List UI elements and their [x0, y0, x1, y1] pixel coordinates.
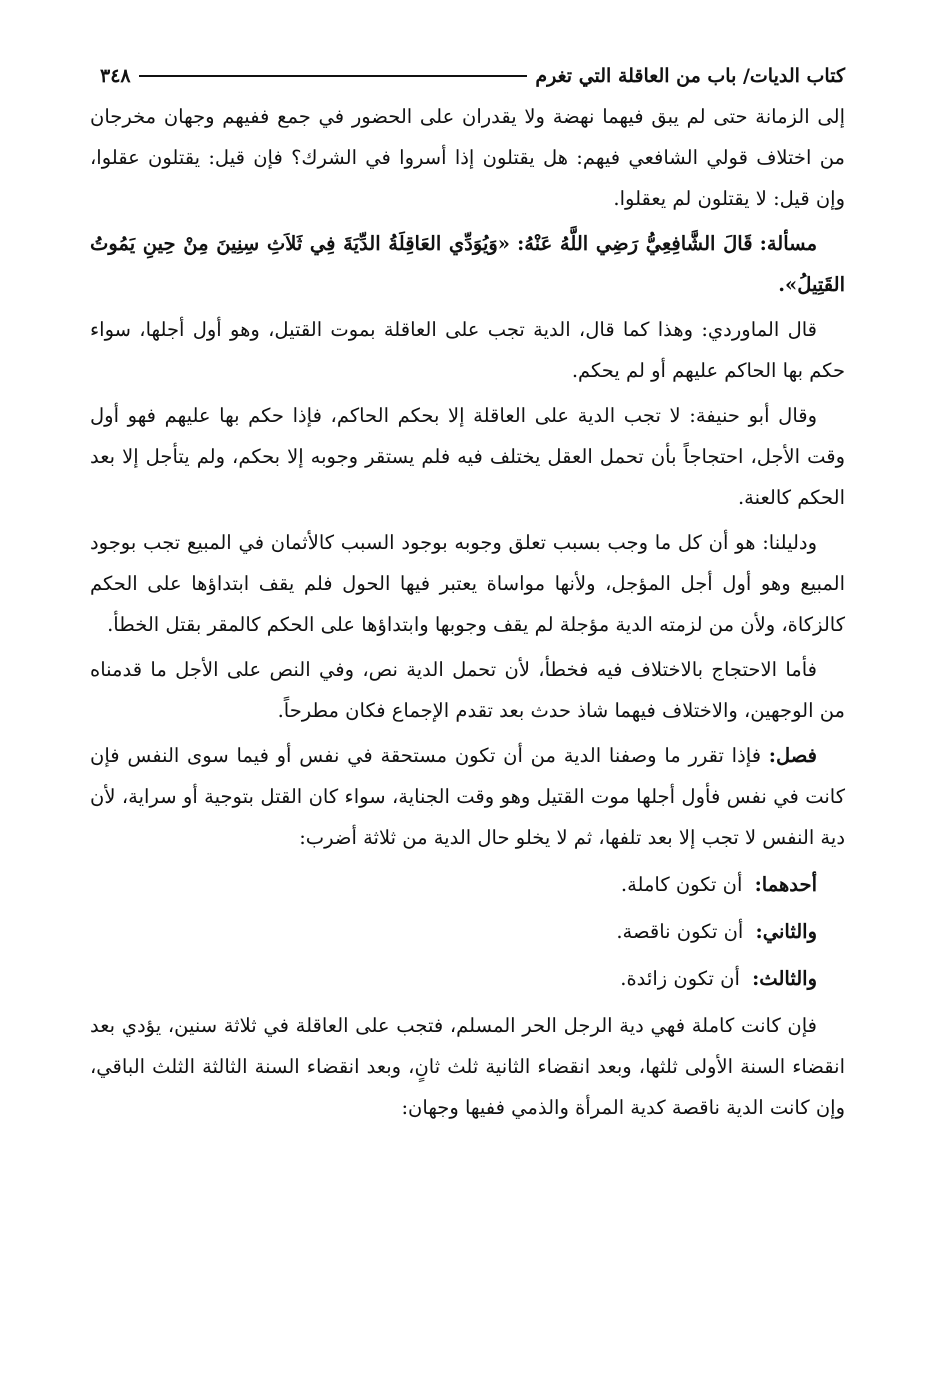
fasl-text: فإذا تقرر ما وصفنا الدية من أن تكون مستحقة في نفس أو فيما سوى النفس فإن كانت في نفس فأول أجلها موت القتيل وهو وقت الجناية، سواء كان القتل بتوجية أو سراية، لأن دية النفس لا تجب إلا بعد تلفها، ثم لا يخلو حال الدية من ثلاثة أضرب:: [90, 744, 845, 849]
fasl-label: فصل:: [768, 744, 817, 767]
paragraph-mawardi: قال الماوردي: وهذا كما قال، الدية تجب على العاقلة بموت القتيل، وهو أول أجلها، سواء حكم بها الحاكم عليهم أو لم يحكم.: [90, 318, 845, 382]
paragraph-full-diya: فإن كانت كاملة فهي دية الرجل الحر المسلم، فتجب على العاقلة في ثلاثة سنين، يؤدي بعد انقضاء السنة الأولى ثلثها، وبعد انقضاء الثانية ثلث ثانٍ، وبعد انقضاء السنة الثالثة الثلث الباقي، وإن كانت الدية ناقصة كدية المرأة والذمي ففيها وجهان:: [90, 1014, 845, 1119]
masala-paragraph: [90, 223, 845, 305]
masala-speaker: قَالَ الشَّافِعِيُّ رَضِي اللَّهُ عَنْهُ:: [517, 232, 753, 255]
book-page: [90, 58, 845, 1132]
option-text: أن تكون زائدة.: [620, 967, 740, 990]
option-label: والثالث:: [752, 967, 817, 990]
paragraph-evidence: ودليلنا: هو أن كل ما وجب بسبب تعلق وجوبه بوجود السبب كالأثمان في المبيع تجب بوجود المبيع وهو أول أجل المؤجل، ولأنها مواساة يعتبر فيها الحول فلم يقف ابتداؤها على الحكم كالزكاة، ولأن من لزمته الدية مؤجلة لم يقف وجوبها وابتداؤها على الحكم كالمقر بقتل الخطأ.: [90, 531, 845, 636]
option-item-first: [90, 864, 845, 905]
fasl-paragraph: [90, 735, 845, 858]
option-label: أحدهما:: [754, 873, 817, 896]
paragraph-abu-hanifa: وقال أبو حنيفة: لا تجب الدية على العاقلة إلا بحكم الحاكم، فإذا حكم بها عليهم فهو أول وقت الأجل، احتجاجاً بأن تحمل العقل يختلف فيه فلم يستقر وجوبه إلا بحكم، ولم يتأجل إلا بعد الحكم كالعنة.: [90, 404, 845, 509]
option-text: أن تكون كاملة.: [620, 873, 743, 896]
running-title: كتاب الديات/ باب من العاقلة التي تغرم: [535, 65, 845, 87]
page-number: ٣٤٨: [100, 65, 131, 87]
option-text: أن تكون ناقصة.: [616, 920, 744, 943]
masala-quote: «وَيُوَدِّي العَاقِلَةُ الدِّيَةَ فِي ثَلاَثِ سِنِينَ مِنْ حِينِ يَمُوتُ القَتِيلُ».: [90, 232, 845, 296]
paragraph-continuation: إلى الزمانة حتى لم يبق فيهما نهضة ولا يقدران على الحضور في جمع ففيهم وجهان مخرجان من اختلاف قولي الشافعي فيهم: هل يقتلون إذا أسروا في الشرك؟ فإن قيل: يقتلون عقلوا، وإن قيل: لا يقتلون لم يعقلوا.: [90, 105, 845, 210]
paragraph-rebuttal: فأما الاحتجاج بالاختلاف فيه فخطأ، لأن تحمل الدية نص، وفي النص على الأجل ما قدمناه من الوجهين، والاختلاف فيهما شاذ حدث بعد تقدم الإجماع فكان مطرحاً.: [90, 658, 845, 722]
masala-label: مسألة:: [759, 232, 818, 255]
option-label: والثاني:: [755, 920, 817, 943]
option-item-second: [90, 911, 845, 952]
header-rule: [139, 75, 528, 77]
page-header: [90, 58, 845, 94]
option-item-third: [90, 958, 845, 999]
